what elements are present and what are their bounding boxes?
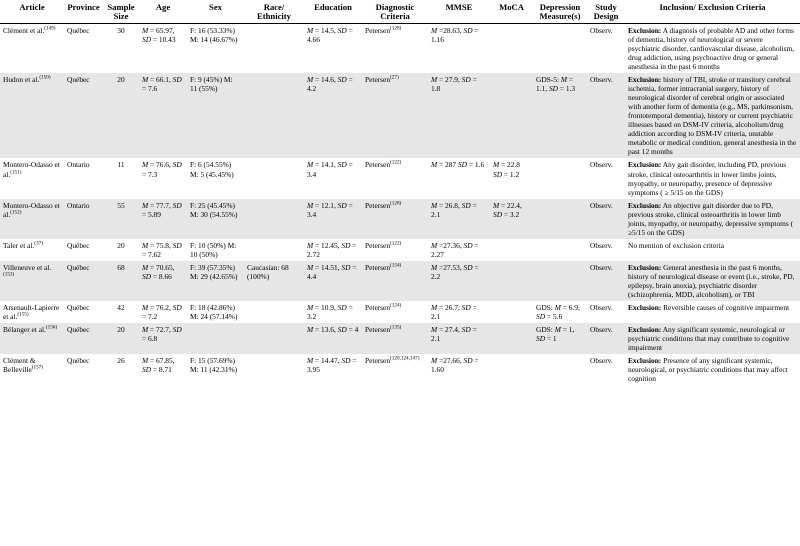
cell-depression	[533, 24, 587, 74]
cell-sex: F: 39 (57.35%) M: 29 (42.65%)	[187, 261, 244, 301]
cell-criteria	[362, 73, 428, 158]
cell-criteria	[362, 199, 428, 239]
cell-depression	[533, 199, 587, 239]
cell-age: M = 65.97, SD = 10.43	[142, 26, 176, 45]
cell-race	[244, 354, 304, 385]
criteria-ref: (27)	[390, 74, 399, 81]
criteria-ref: (128)	[390, 25, 402, 32]
cell-article	[0, 261, 64, 301]
criteria-ref: (128)	[390, 200, 402, 207]
exclusion-text: An objective gait disorder due to PD, previous stroke, clinical osteoarthritis in lower limb joints, myopathy, or neuropathy, depressive symptoms ( ≥5/15 on the GDS)	[628, 200, 794, 237]
cell-sample-size: 68	[103, 261, 139, 301]
cell-race	[244, 323, 304, 354]
article-name: Clément et al.	[3, 26, 45, 36]
cell-sex: F: 10 (50%) M: 10 (50%)	[190, 240, 237, 259]
cell-sex	[187, 323, 244, 354]
header-row	[0, 0, 800, 24]
col-education: Education	[304, 0, 362, 24]
cell-province: Québec	[64, 73, 103, 158]
cell-depression	[533, 158, 587, 198]
criteria-name: Petersen	[365, 356, 391, 366]
cell-sex: F: 6 (54.55%) M: 5 (45.45%)	[190, 160, 234, 179]
cell-moca	[490, 73, 533, 158]
col-article: Article	[0, 0, 64, 24]
cell-mmse: M = 26.8, SD = 2.1	[428, 199, 490, 239]
table-row	[0, 301, 800, 323]
cell-article	[0, 24, 64, 74]
cell-education: M = 14.1, SD = 3.4	[307, 160, 353, 179]
cell-mmse: M = 26.7, SD = 2.1	[431, 302, 477, 321]
cell-sample-size: 26	[117, 356, 125, 366]
cell-depression: GDS-5: M = 1.1, SD = 1.3	[533, 73, 587, 158]
article-ref: (155)	[17, 311, 29, 318]
article-name: Montero-Odasso et al.	[3, 160, 60, 179]
cell-race	[244, 158, 304, 198]
article-ref: (149)	[44, 25, 56, 32]
exclusion-label: Exclusion:	[628, 75, 662, 85]
table-row	[0, 239, 800, 261]
cell-province: Québec	[67, 26, 90, 36]
cell-moca	[490, 354, 533, 385]
cell-education: M = 14.6, SD = 4.2	[304, 73, 362, 158]
criteria-ref: (135)	[390, 324, 402, 331]
exclusion-text: A diagnosis of probable AD and other forms of dementia, history of neurological or severe psychiatric disorder, cardiovascular disease, alcoholism, drug addiction, using psychoactive drug or general anesthesia in the past 6 months	[628, 26, 795, 72]
cell-criteria	[362, 354, 428, 385]
cell-sample-size: 20	[103, 73, 139, 158]
cell-province: Québec	[67, 302, 90, 312]
criteria-ref: (122)	[390, 240, 402, 247]
cell-age: M = 72.7, SD = 6.8	[139, 323, 187, 354]
article-ref: (157)	[31, 364, 43, 371]
exclusion-text: Reversible causes of cognitive impairment	[661, 302, 790, 312]
cell-design: Observ.	[590, 26, 613, 36]
criteria-ref: (120,124,147)	[390, 355, 420, 362]
cell-province: Québec	[67, 356, 90, 366]
cell-education: M = 12.1, SD = 3.4	[304, 199, 362, 239]
article-name: Bélanger et al.	[3, 324, 46, 334]
exclusion-label: Exclusion:	[628, 302, 662, 312]
cell-sex: F: 16 (53.33%) M: 14 (46.67%)	[190, 26, 238, 45]
cell-moca: M = 22.8 SD = 1.2	[493, 160, 520, 179]
table-row	[0, 24, 800, 74]
cell-age: M = 70.65, SD = 8.66	[139, 261, 187, 301]
cell-province: Québec	[64, 323, 103, 354]
cell-race	[244, 73, 304, 158]
cell-education: M = 13.6, SD = 4	[304, 323, 362, 354]
cell-race	[244, 24, 304, 74]
criteria-name: Petersen	[365, 26, 391, 36]
article-name: Hudon et al.	[3, 75, 40, 85]
article-ref: (37)	[34, 240, 43, 247]
table-row	[0, 73, 800, 158]
article-name: Villeneuve et al.	[3, 262, 52, 272]
cell-design: Observ.	[587, 73, 625, 158]
article-ref: (156)	[45, 324, 58, 331]
article-name: Montero-Odasso et al.	[3, 200, 60, 219]
col-province: Province	[64, 0, 103, 24]
cell-design: Observ.	[587, 323, 625, 354]
criteria-ref: (124)	[390, 302, 402, 309]
cell-criteria	[362, 323, 428, 354]
cell-age: M = 67.85, SD = 8.71	[142, 356, 175, 375]
cell-mmse: M = 287 SD = 1.6	[431, 160, 485, 170]
table-row	[0, 199, 800, 239]
article-name: Arsenault-Lapierre et al.	[3, 302, 60, 321]
exclusion-text: General anesthesia in the past 6 months, history of neurological disease or event (i.e., stroke, PD, epilepsy, brain anoxia), psychiatric disorder (schizophrenia, MDD, alcoholism), or TBI	[628, 262, 795, 299]
cell-race	[244, 239, 304, 261]
table-row	[0, 158, 800, 198]
cell-moca	[490, 261, 533, 301]
cell-design: Observ.	[590, 160, 613, 170]
cell-criteria	[362, 239, 428, 261]
exclusion-label: Exclusion:	[628, 324, 662, 334]
cell-age: M = 76.6, SD = 7.3	[142, 160, 182, 179]
cell-mmse: M =27.36, SD = 2.27	[431, 240, 479, 259]
col-moca: MoCA	[490, 0, 533, 24]
exclusion-text: Any gait disorder, including PD, previous stroke, clinical osteoarthritis in lower limbs joints, myopathy, or neuropathy, presence of depressive symptoms ( ≥ 5/15 on the GDS)	[628, 160, 787, 197]
criteria-name: Petersen	[365, 75, 391, 85]
cell-article	[0, 158, 64, 198]
cell-design: Observ.	[590, 356, 613, 366]
cell-sex: F: 25 (45.45%) M: 30 (54.55%)	[187, 199, 244, 239]
cell-sample-size: 20	[117, 240, 125, 250]
cell-article	[0, 239, 64, 261]
cell-criteria	[362, 261, 428, 301]
table-row	[0, 261, 800, 301]
cell-mmse: M =28.63, SD = 1.16	[431, 26, 479, 45]
cell-criteria	[362, 158, 428, 198]
col-sex: Sex	[187, 0, 244, 24]
cell-design: Observ.	[587, 199, 625, 239]
cell-province: Ontario	[64, 199, 103, 239]
col-sample-size: Sample Size	[103, 0, 139, 24]
cell-sex: F: 15 (57.69%) M: 11 (42.31%)	[190, 356, 238, 375]
cell-design: Observ.	[590, 302, 613, 312]
cell-age: M = 75.8, SD = 7.62	[142, 240, 182, 259]
col-criteria: Diagnostic Criteria	[362, 0, 428, 24]
criteria-ref: (122)	[390, 160, 402, 166]
cell-mmse: M =27.53, SD = 2.2	[428, 261, 490, 301]
cell-province: Québec	[64, 261, 103, 301]
col-inclusion: Inclusion/ Exclusion Criteria	[625, 0, 800, 24]
cell-province: Ontario	[67, 160, 90, 170]
cell-depression	[533, 239, 587, 261]
table-row	[0, 323, 800, 354]
cell-moca: M = 22.4, SD = 3.2	[490, 199, 533, 239]
cell-moca	[490, 239, 533, 261]
cell-article	[0, 73, 64, 158]
cell-sample-size: 30	[117, 26, 125, 36]
cell-depression	[533, 261, 587, 301]
criteria-name: Petersen	[365, 324, 391, 334]
cell-race: Caucasian: 68 (100%)	[244, 261, 304, 301]
exclusion-label: Exclusion:	[628, 160, 662, 170]
exclusion-label: Exclusion:	[628, 200, 662, 210]
cell-education: M = 14.51, SD = 4.4	[304, 261, 362, 301]
cell-moca	[490, 301, 533, 323]
criteria-name: Petersen	[365, 262, 391, 272]
col-age: Age	[139, 0, 187, 24]
cell-depression	[533, 354, 587, 385]
cell-education: M = 14.47, SD = 3.95	[307, 356, 357, 375]
cell-criteria	[362, 301, 428, 323]
cell-depression: GDS: M = 1, SD = 1	[533, 323, 587, 354]
col-design: Study Design	[587, 0, 625, 24]
article-name: Taler et al.	[3, 240, 35, 250]
cell-sex: F: 9 (45%) M: 11 (55%)	[187, 73, 244, 158]
criteria-name: Petersen	[365, 200, 391, 210]
cell-moca	[490, 323, 533, 354]
cell-moca	[490, 24, 533, 74]
cell-age: M = 77.7, SD = 5.89	[139, 199, 187, 239]
col-race: Race/ Ethnicity	[244, 0, 304, 24]
article-ref: (151)	[10, 169, 22, 176]
cell-education: M = 10.9, SD = 3.2	[307, 302, 353, 321]
cell-design: Observ.	[587, 261, 625, 301]
cell-sample-size: 42	[117, 302, 125, 312]
cell-inclusion	[625, 73, 800, 158]
article-ref: (150)	[39, 74, 51, 81]
criteria-name: Petersen	[365, 240, 391, 250]
criteria-name: Petersen	[365, 302, 391, 312]
cell-inclusion	[625, 323, 800, 354]
cell-mmse: M = 27.4, SD = 2.1	[428, 323, 490, 354]
cell-education: M = 14.5, SD = 4.66	[307, 26, 353, 45]
cell-sex: F: 18 (42.86%) M: 24 (57.14%)	[190, 302, 238, 321]
cell-inclusion	[625, 261, 800, 301]
cell-sample-size: 55	[103, 199, 139, 239]
cell-mmse: M = 27.9, SD = 1.8	[428, 73, 490, 158]
cell-age: M = 76.2, SD = 7.2	[142, 302, 182, 321]
cell-design: Observ.	[590, 240, 613, 250]
cell-race	[244, 301, 304, 323]
exclusion-label: Exclusion:	[628, 262, 662, 272]
cell-article	[0, 354, 64, 385]
exclusion-text: history of TBI, stroke or transitory cerebral ischemia, former intracranial surgery, history of neurological disorder of cerebral origin or associated with another form of dementia (e.g., MS, parkinsonism, frontotemporal dementia), history or current psychiatric illnesses based on DSM-IV criteria, alcoholism/drug addiction according to DSM-IV criteria, unstable metabolic or medical condition, general anesthesia in the past 12 months	[628, 75, 797, 157]
cell-criteria	[362, 24, 428, 74]
exclusion-label: Exclusion:	[628, 356, 662, 366]
article-ref: (152)	[10, 209, 22, 216]
table-row	[0, 354, 800, 385]
cell-article	[0, 199, 64, 239]
article-name: Clément & Belleville	[3, 356, 36, 375]
cell-sample-size: 20	[103, 323, 139, 354]
cell-inclusion	[625, 301, 800, 323]
cell-mmse: M =27.66, SD = 1.60	[431, 356, 479, 375]
cell-inclusion	[625, 354, 800, 385]
cell-race	[244, 199, 304, 239]
cell-article	[0, 301, 64, 323]
cell-province: Québec	[67, 240, 90, 250]
criteria-name: Petersen	[365, 160, 391, 170]
cell-inclusion	[625, 24, 800, 74]
exclusion-text: Any significant systemic, neurological or psychiatric conditions that may contribute to cognitive impairment	[628, 324, 790, 353]
exclusion-text: Presence of any significant systemic, neurological, or psychiatric conditions that may affect cognition	[628, 356, 788, 384]
cell-age: M = 66.1, SD = 7.6	[139, 73, 187, 158]
cell-education: M = 12.45, SD = 2.72	[307, 240, 357, 259]
criteria-ref: (154)	[390, 262, 402, 269]
cell-article	[0, 323, 64, 354]
col-depression: Depression Measure(s)	[533, 0, 587, 24]
exclusion-label: Exclusion:	[628, 26, 662, 36]
cell-sample-size: 11	[117, 160, 125, 170]
cell-inclusion	[625, 199, 800, 239]
cell-inclusion	[625, 239, 800, 261]
article-ref: (153)	[3, 271, 15, 278]
cell-inclusion	[625, 158, 800, 198]
cell-depression: GDS: M = 6.9, SD = 5.6	[536, 302, 580, 321]
col-mmse: MMSE	[428, 0, 490, 24]
exclusion-text: No mention of exclusion criteria	[628, 240, 725, 250]
